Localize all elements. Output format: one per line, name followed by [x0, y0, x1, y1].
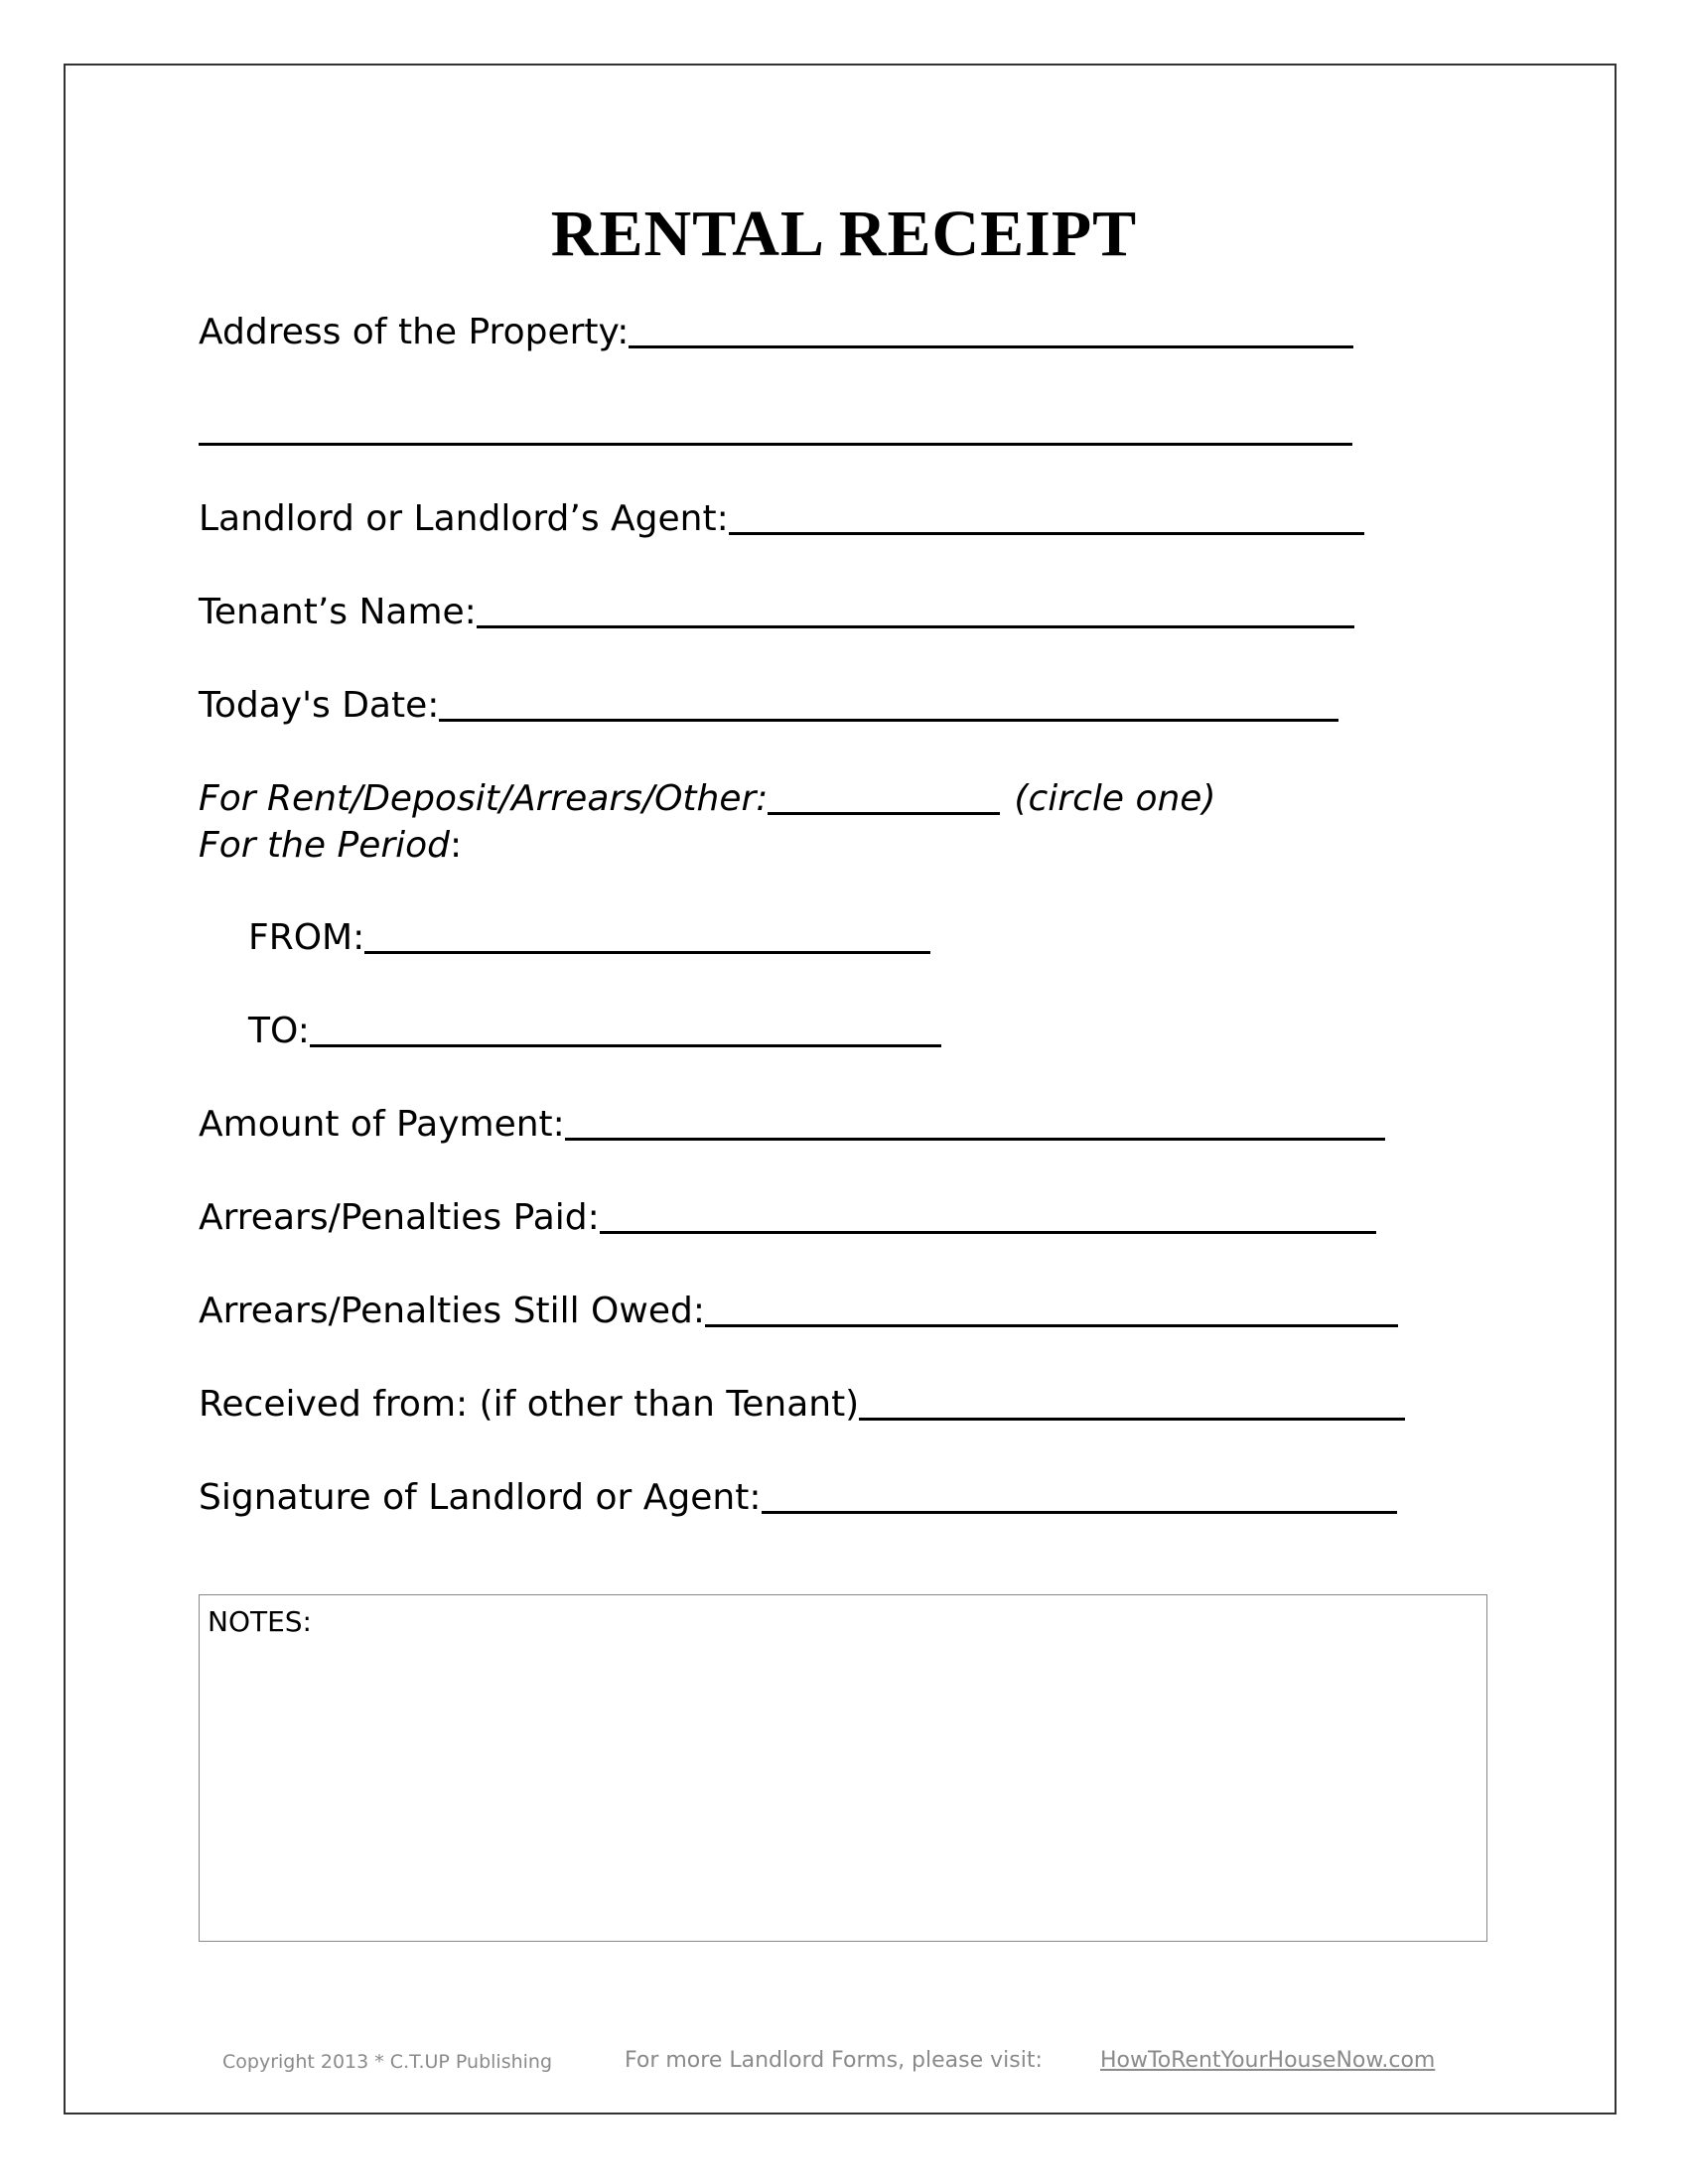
arrears-owed-line[interactable] [705, 1289, 1398, 1327]
tenant-name-field [199, 590, 1354, 634]
document-title: RENTAL RECEIPT [550, 198, 1138, 270]
period-from-field [248, 915, 930, 960]
payment-type-field [199, 776, 1215, 821]
period-to-label: TO: [248, 1011, 310, 1051]
arrears-paid-field [199, 1195, 1376, 1240]
signature-field [199, 1475, 1397, 1520]
period-label-colon: : [450, 825, 463, 866]
address-line-2-field [199, 407, 1352, 452]
landlord-agent-line[interactable] [729, 496, 1364, 535]
amount-line[interactable] [565, 1102, 1385, 1141]
tenant-name-label: Tenant’s Name: [199, 592, 477, 632]
arrears-paid-line[interactable] [600, 1195, 1376, 1234]
footer-website-link[interactable]: HowToRentYourHouseNow.com [1100, 2048, 1436, 2073]
arrears-paid-label: Arrears/Penalties Paid: [199, 1197, 600, 1238]
payment-type-line[interactable] [768, 776, 1000, 815]
period-from-line[interactable] [364, 915, 930, 954]
arrears-owed-label: Arrears/Penalties Still Owed: [199, 1291, 705, 1331]
received-from-label: Received from: (if other than Tenant) [199, 1384, 860, 1425]
footer-more-forms: For more Landlord Forms, please visit: [625, 2048, 1043, 2073]
arrears-owed-field [199, 1289, 1398, 1333]
signature-label: Signature of Landlord or Agent: [199, 1477, 762, 1518]
footer-copyright: Copyright 2013 * C.T.UP Publishing [222, 2051, 553, 2073]
tenant-name-line[interactable] [477, 590, 1354, 628]
notes-label: NOTES: [208, 1605, 312, 1638]
address-label: Address of the Property: [199, 312, 630, 352]
amount-field [199, 1102, 1385, 1147]
landlord-agent-label: Landlord or Landlord’s Agent: [199, 498, 729, 539]
todays-date-label: Today's Date: [199, 685, 440, 726]
todays-date-line[interactable] [439, 683, 1338, 722]
address-field [199, 310, 1353, 354]
payment-type-label: For Rent/Deposit/Arrears/Other: [199, 778, 769, 819]
period-to-field [248, 1009, 941, 1053]
period-label [199, 824, 462, 868]
landlord-agent-field [199, 496, 1364, 541]
todays-date-field [199, 683, 1338, 728]
address-line[interactable] [629, 310, 1353, 348]
period-from-label: FROM: [248, 917, 365, 958]
received-from-field [199, 1382, 1405, 1427]
period-to-line[interactable] [310, 1009, 941, 1047]
circle-one-label: (circle one) [1014, 778, 1216, 819]
period-label-text: For the Period [199, 825, 451, 866]
address-line-2[interactable] [199, 407, 1352, 446]
amount-label: Amount of Payment: [199, 1104, 565, 1145]
notes-box[interactable] [199, 1594, 1487, 1942]
received-from-line[interactable] [859, 1382, 1405, 1421]
signature-line[interactable] [762, 1475, 1397, 1514]
